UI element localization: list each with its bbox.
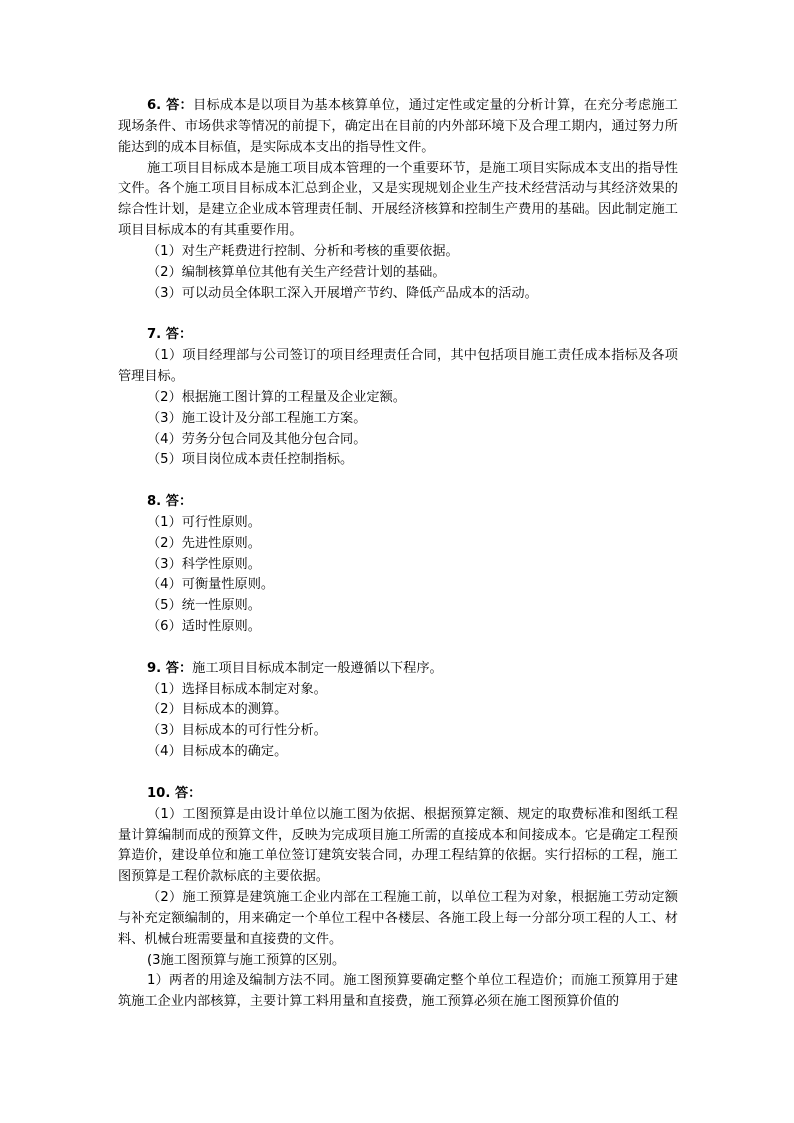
answer-10-number: 10. 答：: [147, 785, 202, 801]
answer-6-number: 6. 答：: [147, 98, 194, 113]
answer-9-item-1: （1）选择目标成本制定对象。: [147, 681, 327, 697]
answer-7-item-1: （1）项目经理部与公司签订的项目经理责任合同，其中包括项目施工责任成本指标及各项管理目标。: [118, 348, 678, 384]
answer-10-paragraph-3: (3施工图预算与施工预算的区别。: [147, 952, 346, 968]
answer-8-item-3: （3）科学性原则。: [147, 556, 261, 572]
answer-8-number: 8. 答：: [147, 494, 193, 510]
answer-8-item-4: （4）可衡量性原则。: [147, 577, 275, 593]
answer-6-paragraph-1: 6. 答：目标成本是以项目为基本核算单位，通过定性或定量的分析计算，在充分考虑施工现场条件、市场供求等情况的前提下，确定出在目前的内外部环境下及合理工期内，通过努力所能达到的成本目标值，是实际成本支出的指导性文件。: [118, 98, 678, 155]
answer-8-item-5: （5）统一性原则。: [147, 598, 261, 614]
answer-9-item-3: （3）目标成本的可行性分析。: [147, 723, 327, 739]
answer-9-item-2: （2）目标成本的测算。: [147, 702, 288, 718]
answer-10-paragraph-2: （2）施工预算是建筑施工企业内部在工程施工前，以单位工程为对象，根据施工劳动定额与补充定额编制的，用来确定一个单位工程中各楼层、各施工段上每一分部分项工程的人工、材料、机械台班需要量和直接费的文件。: [118, 890, 678, 947]
answer-7-item-5: （5）项目岗位成本责任控制指标。: [147, 452, 354, 468]
document-page: [118, 96, 678, 1013]
answer-6-item-3: （3）可以动员全体职工深入开展增产节约、降低产品成本的活动。: [147, 285, 538, 301]
section-gap: [118, 471, 678, 492]
answer-6-item-2: （2）编制核算单位其他有关生产经营计划的基础。: [147, 264, 446, 280]
answer-10-paragraph-1: （1）工图预算是由设计单位以施工图为依据、根据预算定额、规定的取费标准和图纸工程量计算编制而成的预算文件，反映为完成项目施工所需的直接成本和间接成本。它是确定工程预算造价，建设单位和施工单位签订建筑安装合同，办理工程结算的依据。实行招标的工程，施工图预算是工程价款标底的主要依据。: [118, 806, 678, 885]
answer-8-item-6: （6）适时性原则。: [147, 619, 261, 635]
answer-7-item-2: （2）根据施工图计算的工程量及企业定额。: [147, 389, 406, 405]
answer-8-item-1: （1）可行性原则。: [147, 514, 261, 530]
section-gap: [118, 638, 678, 659]
section-gap: [118, 304, 678, 325]
answer-7-item-4: （4）劳务分包合同及其他分包合同。: [147, 431, 367, 447]
answer-7-number: 7. 答：: [147, 327, 193, 343]
answer-7-item-3: （3）施工设计及分部工程施工方案。: [147, 410, 367, 426]
answer-6-item-1: （1）对生产耗费进行控制、分析和考核的重要依据。: [147, 243, 459, 259]
answer-10-paragraph-4: 1）两者的用途及编制方法不同。施工图预算要确定整个单位工程造价；而施工预算用于建筑施工企业内部核算，主要计算工料用量和直接费，施工预算必须在施工图预算价值的: [118, 973, 678, 1010]
answer-6-paragraph-2: 施工项目目标成本是施工项目成本管理的一个重要环节，是施工项目实际成本支出的指导性文件。各个施工项目目标成本汇总到企业，又是实现规划企业生产技术经营活动与其经济效果的综合性计划，是建立企业成本管理责任制、开展经济核算和控制生产费用的基础。因此制定施工项目目标成本的有其重要作用。: [118, 160, 678, 239]
answer-9-number: 9. 答：: [147, 660, 193, 676]
answer-9-lead: 9. 答：施工项目目标成本制定一般遵循以下程序。: [147, 660, 443, 676]
answer-8-item-2: （2）先进性原则。: [147, 535, 261, 551]
answer-9-item-4: （4）目标成本的确定。: [147, 744, 288, 760]
section-gap: [118, 763, 678, 784]
